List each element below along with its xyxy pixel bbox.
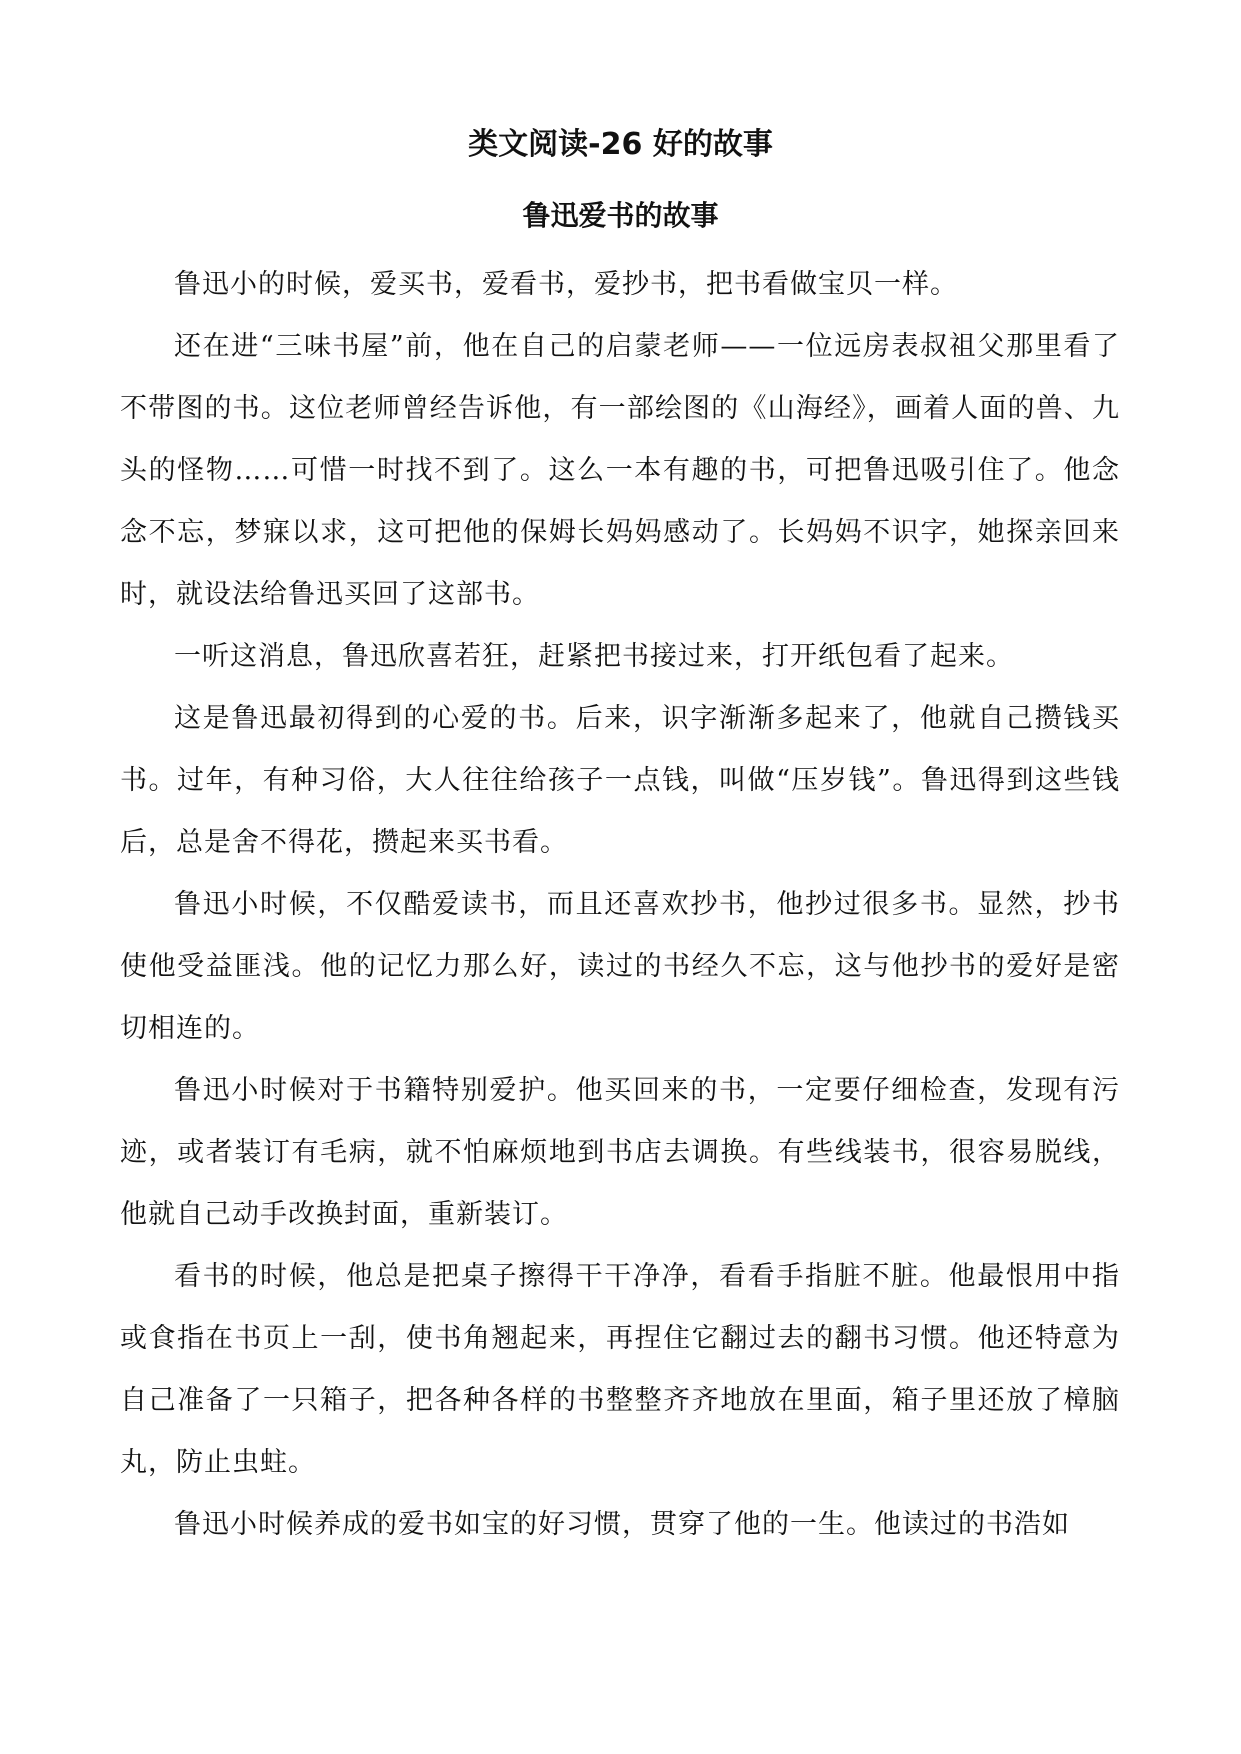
story-title: 鲁迅爱书的故事 (522, 199, 719, 232)
paragraph: 鲁迅小时候对于书籍特别爱护。他买回来的书，一定要仔细检查，发现有污迹，或者装订有毛病，就不怕麻烦地到书店去调换。有些线装书，很容易脱线，他就自己动手改换封面，重新装订。 (120, 1075, 1120, 1230)
paragraph: 鲁迅小的时候，爱买书，爱看书，爱抄书，把书看做宝贝一样。 (174, 269, 958, 300)
paragraph: 这是鲁迅最初得到的心爱的书。后来，识字渐渐多起来了，他就自己攒钱买书。过年，有种习俗，大人往往给孩子一点钱，叫做“压岁钱”。鲁迅得到这些钱后，总是舍不得花，攒起来买书看。 (120, 703, 1120, 858)
paragraph: 鲁迅小时候，不仅酷爱读书，而且还喜欢抄书，他抄过很多书。显然，抄书使他受益匪浅。他的记忆力那么好，读过的书经久不忘，这与他抄书的爱好是密切相连的。 (120, 889, 1120, 1044)
paragraph: 一听这消息，鲁迅欣喜若狂，赶紧把书接过来，打开纸包看了起来。 (174, 641, 1014, 672)
page-title: 类文阅读-26 好的故事 (468, 127, 773, 162)
story-body (120, 254, 1120, 1556)
paragraph: 还在进“三味书屋”前，他在自己的启蒙老师——一位远房表叔祖父那里看了不带图的书。这位老师曾经告诉他，有一部绘图的《山海经》，画着人面的兽、九头的怪物……可惜一时找不到了。这么一本有趣的书，可把鲁迅吸引住了。他念念不忘，梦寐以求，这可把他的保姆长妈妈感动了。长妈妈不识字，她探亲回来时，就设法给鲁迅买回了这部书。 (120, 331, 1120, 610)
paragraph: 鲁迅小时候养成的爱书如宝的好习惯，贯穿了他的一生。他读过的书浩如 (174, 1509, 1070, 1540)
paragraph: 看书的时候，他总是把桌子擦得干干净净，看看手指脏不脏。他最恨用中指或食指在书页上一刮，使书角翘起来，再捏住它翻过去的翻书习惯。他还特意为自己准备了一只箱子，把各种各样的书整整齐齐地放在里面，箱子里还放了樟脑丸，防止虫蛀。 (120, 1261, 1120, 1478)
